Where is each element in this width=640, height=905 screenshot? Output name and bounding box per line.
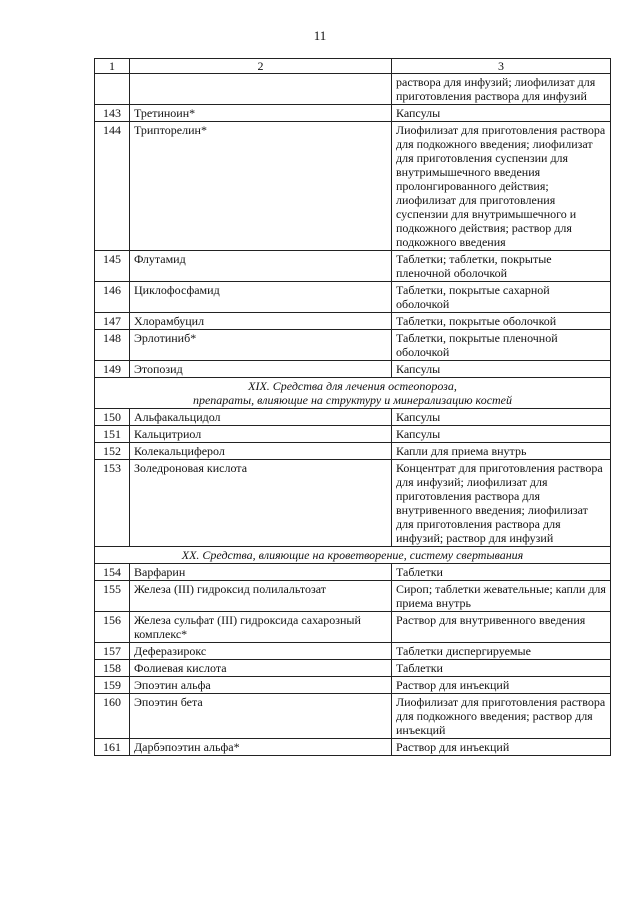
drug-name: Эпоэтин альфа — [130, 677, 392, 694]
row-number: 160 — [95, 694, 130, 739]
row-number: 152 — [95, 443, 130, 460]
dosage-form: Таблетки — [392, 564, 611, 581]
drug-name: Золедроновая кислота — [130, 460, 392, 547]
drug-name: Кальцитриол — [130, 426, 392, 443]
table-row — [95, 361, 611, 378]
table-row — [95, 694, 611, 739]
drug-name: Фолиевая кислота — [130, 660, 392, 677]
dosage-form: Капли для приема внутрь — [392, 443, 611, 460]
drug-name: Флутамид — [130, 251, 392, 282]
drug-name — [130, 74, 392, 105]
dosage-form: Капсулы — [392, 426, 611, 443]
section-heading-line: XX. Средства, влияющие на кроветворение, систему свертывания — [181, 548, 524, 562]
drug-name: Эпоэтин бета — [130, 694, 392, 739]
drug-name: Деферазирокс — [130, 643, 392, 660]
drug-name: Варфарин — [130, 564, 392, 581]
table-row — [95, 313, 611, 330]
dosage-form: Таблетки, покрытые пленочной оболочкой — [392, 330, 611, 361]
table-row — [95, 330, 611, 361]
drug-name: Железа (III) гидроксид полилальтозат — [130, 581, 392, 612]
row-number: 155 — [95, 581, 130, 612]
table-row — [95, 426, 611, 443]
dosage-form: Таблетки диспергируемые — [392, 643, 611, 660]
drug-name: Эрлотиниб* — [130, 330, 392, 361]
row-number: 154 — [95, 564, 130, 581]
table-row — [95, 282, 611, 313]
table-body — [95, 74, 611, 756]
dosage-form: Раствор для внутривенного введения — [392, 612, 611, 643]
dosage-form: Концентрат для приготовления раствора для инфузий; лиофилизат для приготовления раствора для внутривенного введения; лиофилизат для приготовления раствора для инфузий; раствор для инфузий — [392, 460, 611, 547]
table-row — [95, 660, 611, 677]
row-number: 144 — [95, 122, 130, 251]
table-row — [95, 677, 611, 694]
dosage-form: раствора для инфузий; лиофилизат для приготовления раствора для инфузий — [392, 74, 611, 105]
dosage-form: Таблетки — [392, 660, 611, 677]
header-col-3: 3 — [392, 59, 611, 74]
drug-name: Третиноин* — [130, 105, 392, 122]
section-heading-row — [95, 547, 611, 564]
drug-name: Колекальциферол — [130, 443, 392, 460]
row-number — [95, 74, 130, 105]
row-number: 159 — [95, 677, 130, 694]
row-number: 158 — [95, 660, 130, 677]
table-row — [95, 105, 611, 122]
header-col-1: 1 — [95, 59, 130, 74]
drug-name: Хлорамбуцил — [130, 313, 392, 330]
dosage-form: Раствор для инъекций — [392, 739, 611, 756]
table-row — [95, 643, 611, 660]
row-number: 149 — [95, 361, 130, 378]
row-number: 153 — [95, 460, 130, 547]
table-row — [95, 443, 611, 460]
drug-name: Альфакальцидол — [130, 409, 392, 426]
section-heading — [95, 378, 611, 409]
section-heading-line: препараты, влияющие на структуру и минерализацию костей — [192, 393, 513, 407]
table-row — [95, 122, 611, 251]
section-heading-line: XIX. Средства для лечения остеопороза, — [248, 379, 457, 393]
table-row — [95, 460, 611, 547]
row-number: 156 — [95, 612, 130, 643]
table-row — [95, 251, 611, 282]
table-row — [95, 581, 611, 612]
header-col-2: 2 — [130, 59, 392, 74]
row-number: 151 — [95, 426, 130, 443]
section-heading — [95, 547, 611, 564]
row-number: 148 — [95, 330, 130, 361]
dosage-form: Таблетки, покрытые сахарной оболочкой — [392, 282, 611, 313]
table-row — [95, 409, 611, 426]
dosage-form: Лиофилизат для приготовления раствора для подкожного введения; раствор для инъекций — [392, 694, 611, 739]
dosage-form: Раствор для инъекций — [392, 677, 611, 694]
drug-name: Циклофосфамид — [130, 282, 392, 313]
row-number: 147 — [95, 313, 130, 330]
dosage-form: Капсулы — [392, 105, 611, 122]
page-number: 11 — [313, 28, 327, 43]
dosage-form: Лиофилизат для приготовления раствора для подкожного введения; лиофилизат для приготовления суспензии для внутримышечного введения пролонгированного действия; лиофилизат для приготовления суспензии для внутримышечного и подкожного действия; раствор для подкожного введения — [392, 122, 611, 251]
dosage-form: Капсулы — [392, 361, 611, 378]
dosage-form: Таблетки, покрытые оболочкой — [392, 313, 611, 330]
header-row — [95, 59, 611, 74]
dosage-form: Сироп; таблетки жевательные; капли для приема внутрь — [392, 581, 611, 612]
dosage-form: Капсулы — [392, 409, 611, 426]
drug-name: Этопозид — [130, 361, 392, 378]
dosage-form: Таблетки; таблетки, покрытые пленочной оболочкой — [392, 251, 611, 282]
section-heading-row — [95, 378, 611, 409]
row-number: 143 — [95, 105, 130, 122]
medication-table — [94, 58, 611, 756]
drug-name: Железа сульфат (III) гидроксида сахарозный комплекс* — [130, 612, 392, 643]
table-row — [95, 74, 611, 105]
table-row — [95, 612, 611, 643]
row-number: 145 — [95, 251, 130, 282]
row-number: 146 — [95, 282, 130, 313]
row-number: 150 — [95, 409, 130, 426]
drug-name: Трипторелин* — [130, 122, 392, 251]
table-row — [95, 564, 611, 581]
row-number: 157 — [95, 643, 130, 660]
drug-name: Дарбэпоэтин альфа* — [130, 739, 392, 756]
row-number: 161 — [95, 739, 130, 756]
table-row — [95, 739, 611, 756]
